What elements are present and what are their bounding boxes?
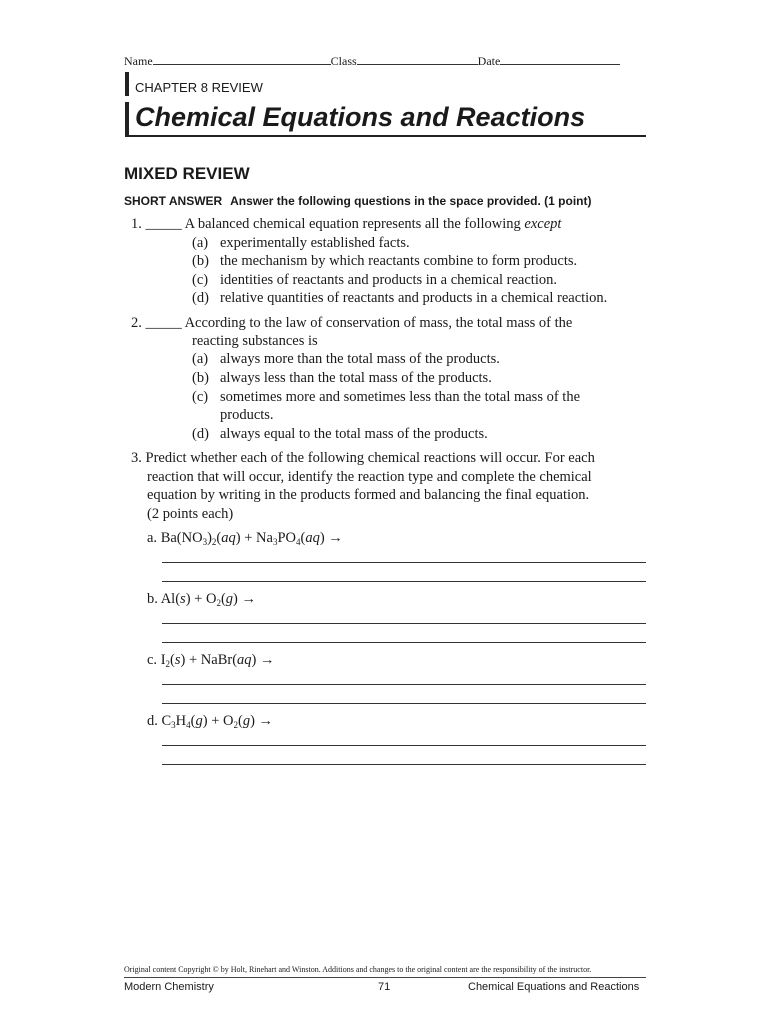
option-text: sometimes more and sometimes less than the total mass of the [220,389,581,405]
answer-line[interactable] [162,623,646,624]
chemical-equation: $C_3H_4(g) + O_2(g)$ → [161,713,274,730]
answer-line[interactable] [162,764,646,765]
date-label: Date [477,54,501,68]
instructions-text: Answer the following questions in the space provided. (1 point) [230,194,592,208]
question-number: 1. [131,216,142,232]
answer-line[interactable] [162,684,646,685]
part-c [147,651,275,669]
chapter-accent-bar [125,72,129,96]
option-letter: (d) [192,290,209,306]
class-label: Class [330,54,357,68]
student-info-line [124,53,646,69]
question-3-stem-line-4: (2 points each) [147,506,234,522]
answer-line[interactable] [162,562,646,563]
option-text: always equal to the total mass of the products. [220,426,488,442]
option-text: the mechanism by which reactants combine to form products. [220,253,578,269]
part-label: d. [147,713,158,729]
part-a [147,529,343,547]
option-letter: (c) [192,389,209,405]
footer-book-title: Modern Chemistry [124,981,214,993]
option-letter: (a) [192,235,209,251]
date-field[interactable] [500,53,620,65]
copyright-notice: Original content Copyright © by Holt, Rinehart and Winston. Additions and changes to the original content are the responsibility of the instructor. [124,965,592,974]
question-2-option-c-line-2: products. [220,407,274,423]
option-text: relative quantities of reactants and products in a chemical reaction. [220,290,608,306]
option-letter: (d) [192,426,209,442]
part-label: a. [147,530,158,546]
part-label: b. [147,591,158,607]
chemical-equation: $Ba(NO_3)_2(aq) + Na_3PO_4(aq)$ → [160,530,343,547]
answer-line[interactable] [162,745,646,746]
question-3-stem-line-2: reaction that will occur, identify the reaction type and complete the chemical [147,469,592,485]
title-accent-bar [125,102,129,136]
question-text: Predict whether each of the following chemical reactions will occur. For each [145,450,595,466]
question-2-option-a [192,350,500,368]
question-text: A balanced chemical equation represents all the following [184,216,521,232]
option-text: experimentally established facts. [220,235,410,251]
question-3-stem-line-3: equation by writing in the products formed and balancing the final equation. [147,487,590,503]
answer-blank[interactable]: _____ [145,315,182,331]
chemical-equation: $I_2(s)$ + NaBr(aq) → [160,652,275,669]
option-letter: (c) [192,272,209,288]
option-letter: (a) [192,351,209,367]
question-3-stem [131,449,595,467]
question-1-option-d [192,289,607,307]
question-1-option-a [192,234,410,252]
instructions [124,194,591,208]
question-1-stem [131,215,561,233]
footer-chapter-title: Chemical Equations and Reactions [468,981,640,993]
question-number: 3. [131,450,142,466]
question-2-stem [131,314,572,332]
chemical-equation: $Al(s) + O_2(g)$ → [160,591,256,608]
answer-line[interactable] [162,703,646,704]
instructions-lead: SHORT ANSWER [124,194,223,208]
option-letter: (b) [192,370,209,386]
question-text: According to the law of conservation of mass, the total mass of the [184,315,573,331]
section-heading: MIXED REVIEW [124,164,250,183]
chapter-label: CHAPTER 8 REVIEW [135,80,263,95]
question-emphasis: except [524,216,562,232]
answer-line[interactable] [162,581,646,582]
question-number: 2. [131,315,142,331]
option-text: always more than the total mass of the products. [220,351,500,367]
name-field[interactable] [153,53,331,65]
title-divider [125,135,646,137]
answer-line[interactable] [162,642,646,643]
name-label: Name [124,54,153,68]
question-2-stem-line-2: reacting substances is [192,333,318,349]
option-letter: (b) [192,253,209,269]
option-text: identities of reactants and products in a chemical reaction. [220,272,557,288]
part-d [147,712,273,730]
question-1-option-b [192,252,577,270]
question-2-option-b [192,369,492,387]
question-2-option-c [192,388,580,406]
page-number: 71 [378,981,391,993]
question-2-option-d [192,425,488,443]
answer-blank[interactable]: _____ [145,216,182,232]
footer-divider [124,977,646,978]
question-1-option-c [192,271,557,289]
part-label: c. [147,652,158,668]
page-title: Chemical Equations and Reactions [135,102,586,132]
option-text: always less than the total mass of the products. [220,370,492,386]
class-field[interactable] [357,53,478,65]
part-b [147,590,256,608]
